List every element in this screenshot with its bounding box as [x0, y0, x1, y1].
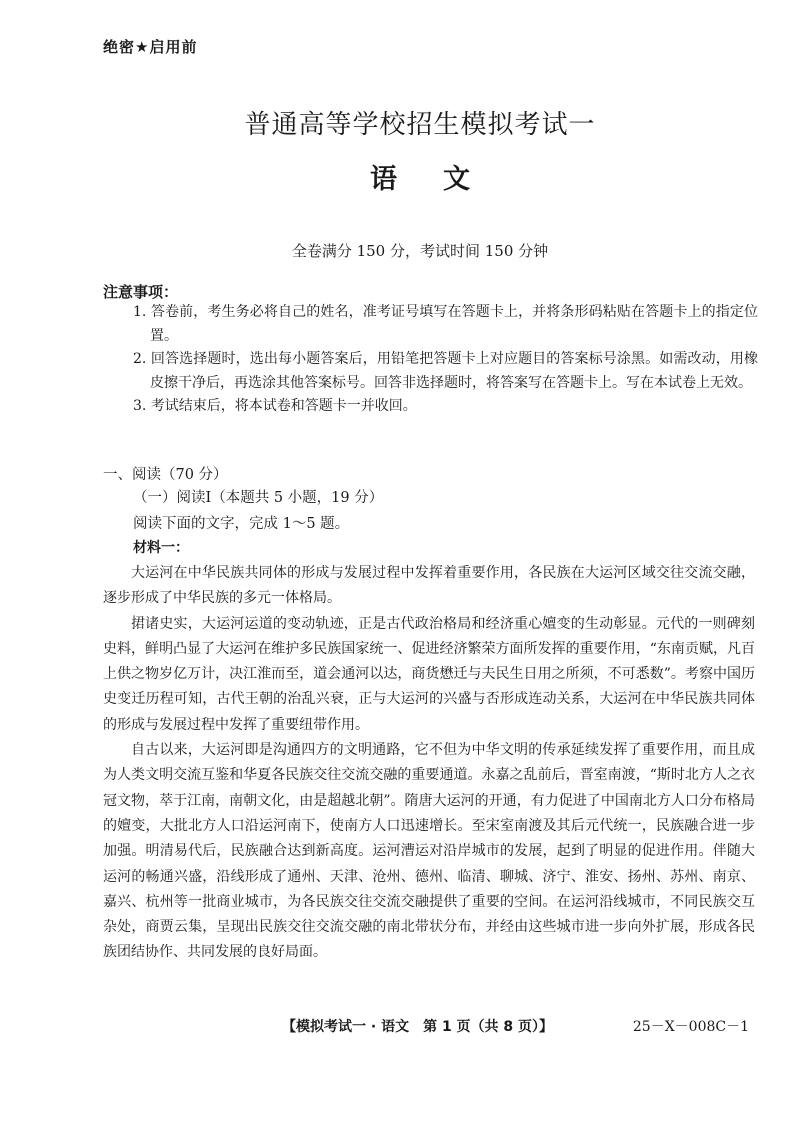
notice-list [133, 301, 758, 419]
paper-code: 25－X－008C－1 [632, 1019, 749, 1035]
paragraph: 自古以来，大运河即是沟通四方的文明通路，它不但为中华文明的传承延续发挥了重要作用，而且成为人类文明交流互鉴和华夏各民族交往交流交融的重要通道。永嘉之乱前后，晋室南渡，“斯时北方人之衣冠文物，萃于江南，南朝文化，由是超越北朝”。隋唐大运河的开通，有力促进了中国南北方人口分布格局的嬗变，大批北方人口沿运河南下，使南方人口迅速增长。至宋室南渡及其后元代统一，民族融合进一步加强。明清易代后，民族融合达到新高度。运河漕运对沿岸城市的发展，起到了明显的促进作用。伴随大运河的畅通兴盛，沿线形成了通州、天津、沧州、德州、临清、聊城、济宁、淮安、扬州、苏州、南京、嘉兴、杭州等一批商业城市，为各民族交往交流交融提供了重要的空间。在运河沿线城市，不同民族交互杂处，商贾云集，呈现出民族交往交流交融的南北带状分布，并经由这些城市进一步向外扩展，形成各民族团结协作、共同发展的良好局面。 [103, 742, 755, 961]
material-body [103, 561, 755, 966]
paragraph: 捃诸史实，大运河运道的变动轨迹，正是古代政治格局和经济重心嬗变的生动彰显。元代的一则碑刻史料，鲜明凸显了大运河在维护多民族国家统一、促进经济繁荣方面所发挥的重要作用，“东南贡赋，凡百上供之物岁亿万计，决江淮而至，道会通河以达，商货懋迁与夫民生日用之所须，不可悉数”。考察中国历史变迁历程可知，古代王朝的治乱兴衰，正与大运河的兴盛与否形成连动关系，大运河在中华民族共同体的形成与发展过程中发挥了重要纽带作用。 [103, 615, 755, 733]
subject-title: 语文 [370, 164, 516, 195]
reading-instruction: 阅读下面的文字，完成 1～5 题。 [133, 516, 350, 532]
material-label: 材料一： [133, 540, 189, 556]
notice-item: 2. 回答选择题时，选出每小题答案后，用铅笔把答题卡上对应题目的答案标号涂黑。如需改动，用橡皮擦干净后，再选涂其他答案标号。回答非选择题时，将答案写在答题卡上。写在本试卷上无效。 [133, 351, 758, 391]
notice-item: 1. 答卷前，考生务必将自己的姓名，准考证号填写在答题卡上，并将条形码粘贴在答题卡上的指定位置。 [133, 304, 758, 344]
subsection-heading: （一）阅读Ⅰ（本题共 5 小题，19 分） [133, 490, 384, 506]
exam-title: 普通高等学校招生模拟考试一 [244, 110, 596, 140]
score-time-line: 全卷满分 150 分，考试时间 150 分钟 [291, 242, 549, 260]
paragraph: 大运河在中华民族共同体的形成与发展过程中发挥着重要作用，各民族在大运河区域交往交流交融，逐步形成了中华民族的多元一体格局。 [103, 565, 755, 607]
notice-heading: 注意事项： [103, 283, 179, 301]
page-footer-info: 【模拟考试一 · 语文 第 1 页（共 8 页）】 [282, 1019, 554, 1035]
confidential-label: 绝密★启用前 [103, 38, 198, 56]
notice-item: 3. 考试结束后，将本试卷和答题卡一并收回。 [133, 398, 417, 414]
section-heading: 一、阅读（70 分） [103, 467, 228, 483]
